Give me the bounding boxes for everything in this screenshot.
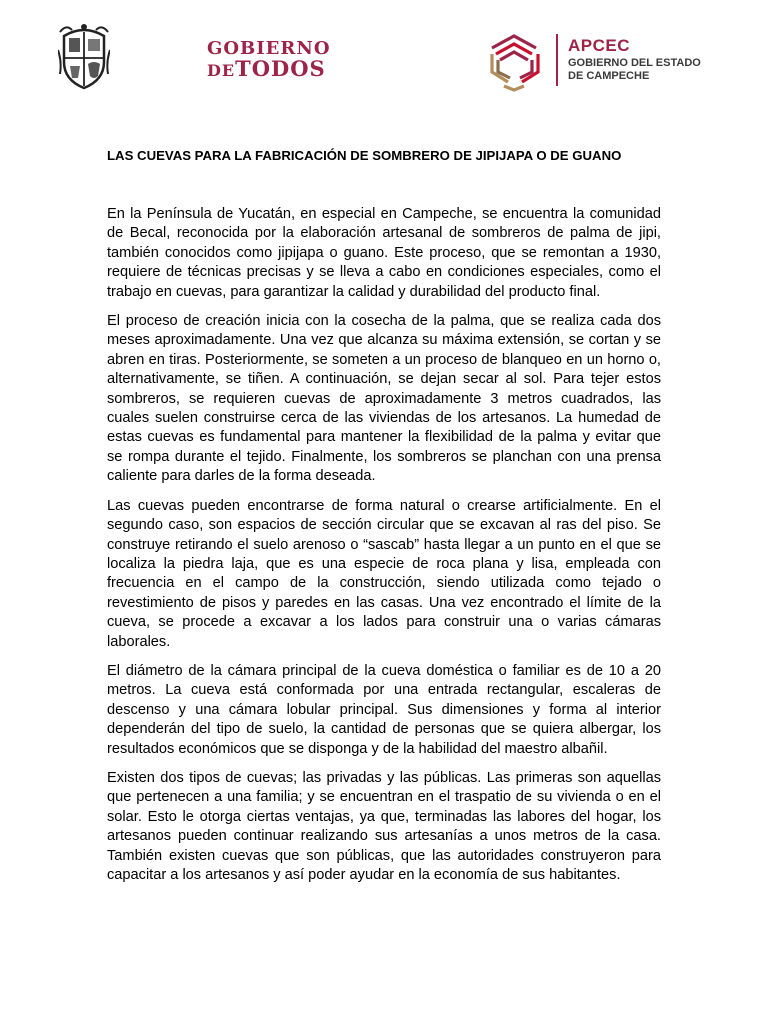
paragraph-3: Las cuevas pueden encontrarse de forma natural o crearse artificialmente. En el segundo caso, son espacios de sección circular que se excavan al ras del piso. Se construye retirando el suelo arenoso o “sascab” hasta llegar a un punto en el que se localiza la piedra laja, que es una especie de roca plana y lisa, empleada con frecuencia en el campo de la construcción, siendo utilizada como tejado o revestimiento de pisos y paredes en las casas. Una vez encontrado el límite de la cueva, se procede a excavar a los lados para construir una o varias cámaras laborales. [107, 497, 661, 650]
gobierno-logo-todos: TODOS [235, 56, 326, 81]
gobierno-logo-line1: GOBIERNO [207, 38, 331, 59]
paragraph-2: El proceso de creación inicia con la cosecha de la palma, que se realiza cada dos meses aproximadamente. Una vez que alcanza su máxima extensión, se cortan y se abren en tiras. Posteriormente, se someten a un proceso de blanqueo en un horno o, alternativamente, se tiñen. A continuación, se dejan secar al sol. Para tejer estos sombreros, se requieren cuevas de aproximadamente 3 metros cuadrados, las cuales suelen construirse cerca de las viviendas de los artesanos. La humedad de estas cuevas es fundamental para mantener la flexibilidad de la palma y evitar que se rompa durante el tejido. Finalmente, los sombreros se planchan con una prensa caliente para darles de la forma deseada. [107, 313, 661, 485]
apcec-logo [484, 28, 712, 92]
gobierno-logo-de: DE [207, 61, 236, 80]
document-title: LAS CUEVAS PARA LA FABRICACIÓN DE SOMBRERO DE JIPIJAPA O DE GUANO [107, 148, 622, 163]
document-body [107, 205, 661, 895]
apcec-subtitle-line2: DE CAMPECHE [568, 70, 650, 82]
paragraph-1: En la Península de Yucatán, en especial en Campeche, se encuentra la comunidad de Becal, reconocida por la elaboración artesanal de sombreros de palma de jipi, también conocidos como jipijapa o guano. Este proceso, que se remontan a 1930, requiere de técnicas precisas y se lleva a cabo en condiciones especiales, como el trabajo en cuevas, para garantizar la calidad y durabilidad del producto final. [107, 206, 661, 300]
paragraph-4: El diámetro de la cámara principal de la cueva doméstica o familiar es de 10 a 20 metros. La cueva está conformada por una entrada rectangular, escaleras de descenso y una cámara lobular principal. Sus dimensiones y forma al interior dependerán del tipo de suelo, la cantidad de personas que se quiera albergar, los resultados económicos que se disponga y de la habilidad del maestro albañil. [107, 662, 661, 757]
paragraph-5: Existen dos tipos de cuevas; las privadas y las públicas. Las primeras son aquellas que pertenecen a una familia; y se encuentran en el traspatio de su vivienda o en el solar. Esto le otorga ciertas ventajas, ya que, terminadas las labores del hogar, los artesanos pueden continuar realizando sus artesanías a unos metros de la casa. También existen cuevas que son públicas, que las autoridades construyeron para capacitar a los artesanos y así poder ayudar en la economía de sus habitantes. [107, 769, 661, 883]
gobierno-de-todos-logo [207, 38, 335, 81]
apcec-divider [556, 34, 558, 86]
apcec-emblem-icon [484, 28, 546, 92]
apcec-name: APCEC [568, 36, 631, 55]
apcec-subtitle-line1: GOBIERNO DEL ESTADO [568, 57, 701, 69]
coat-of-arms-icon [58, 22, 110, 92]
page-header [52, 20, 712, 92]
gobierno-logo-line2 [207, 56, 326, 81]
